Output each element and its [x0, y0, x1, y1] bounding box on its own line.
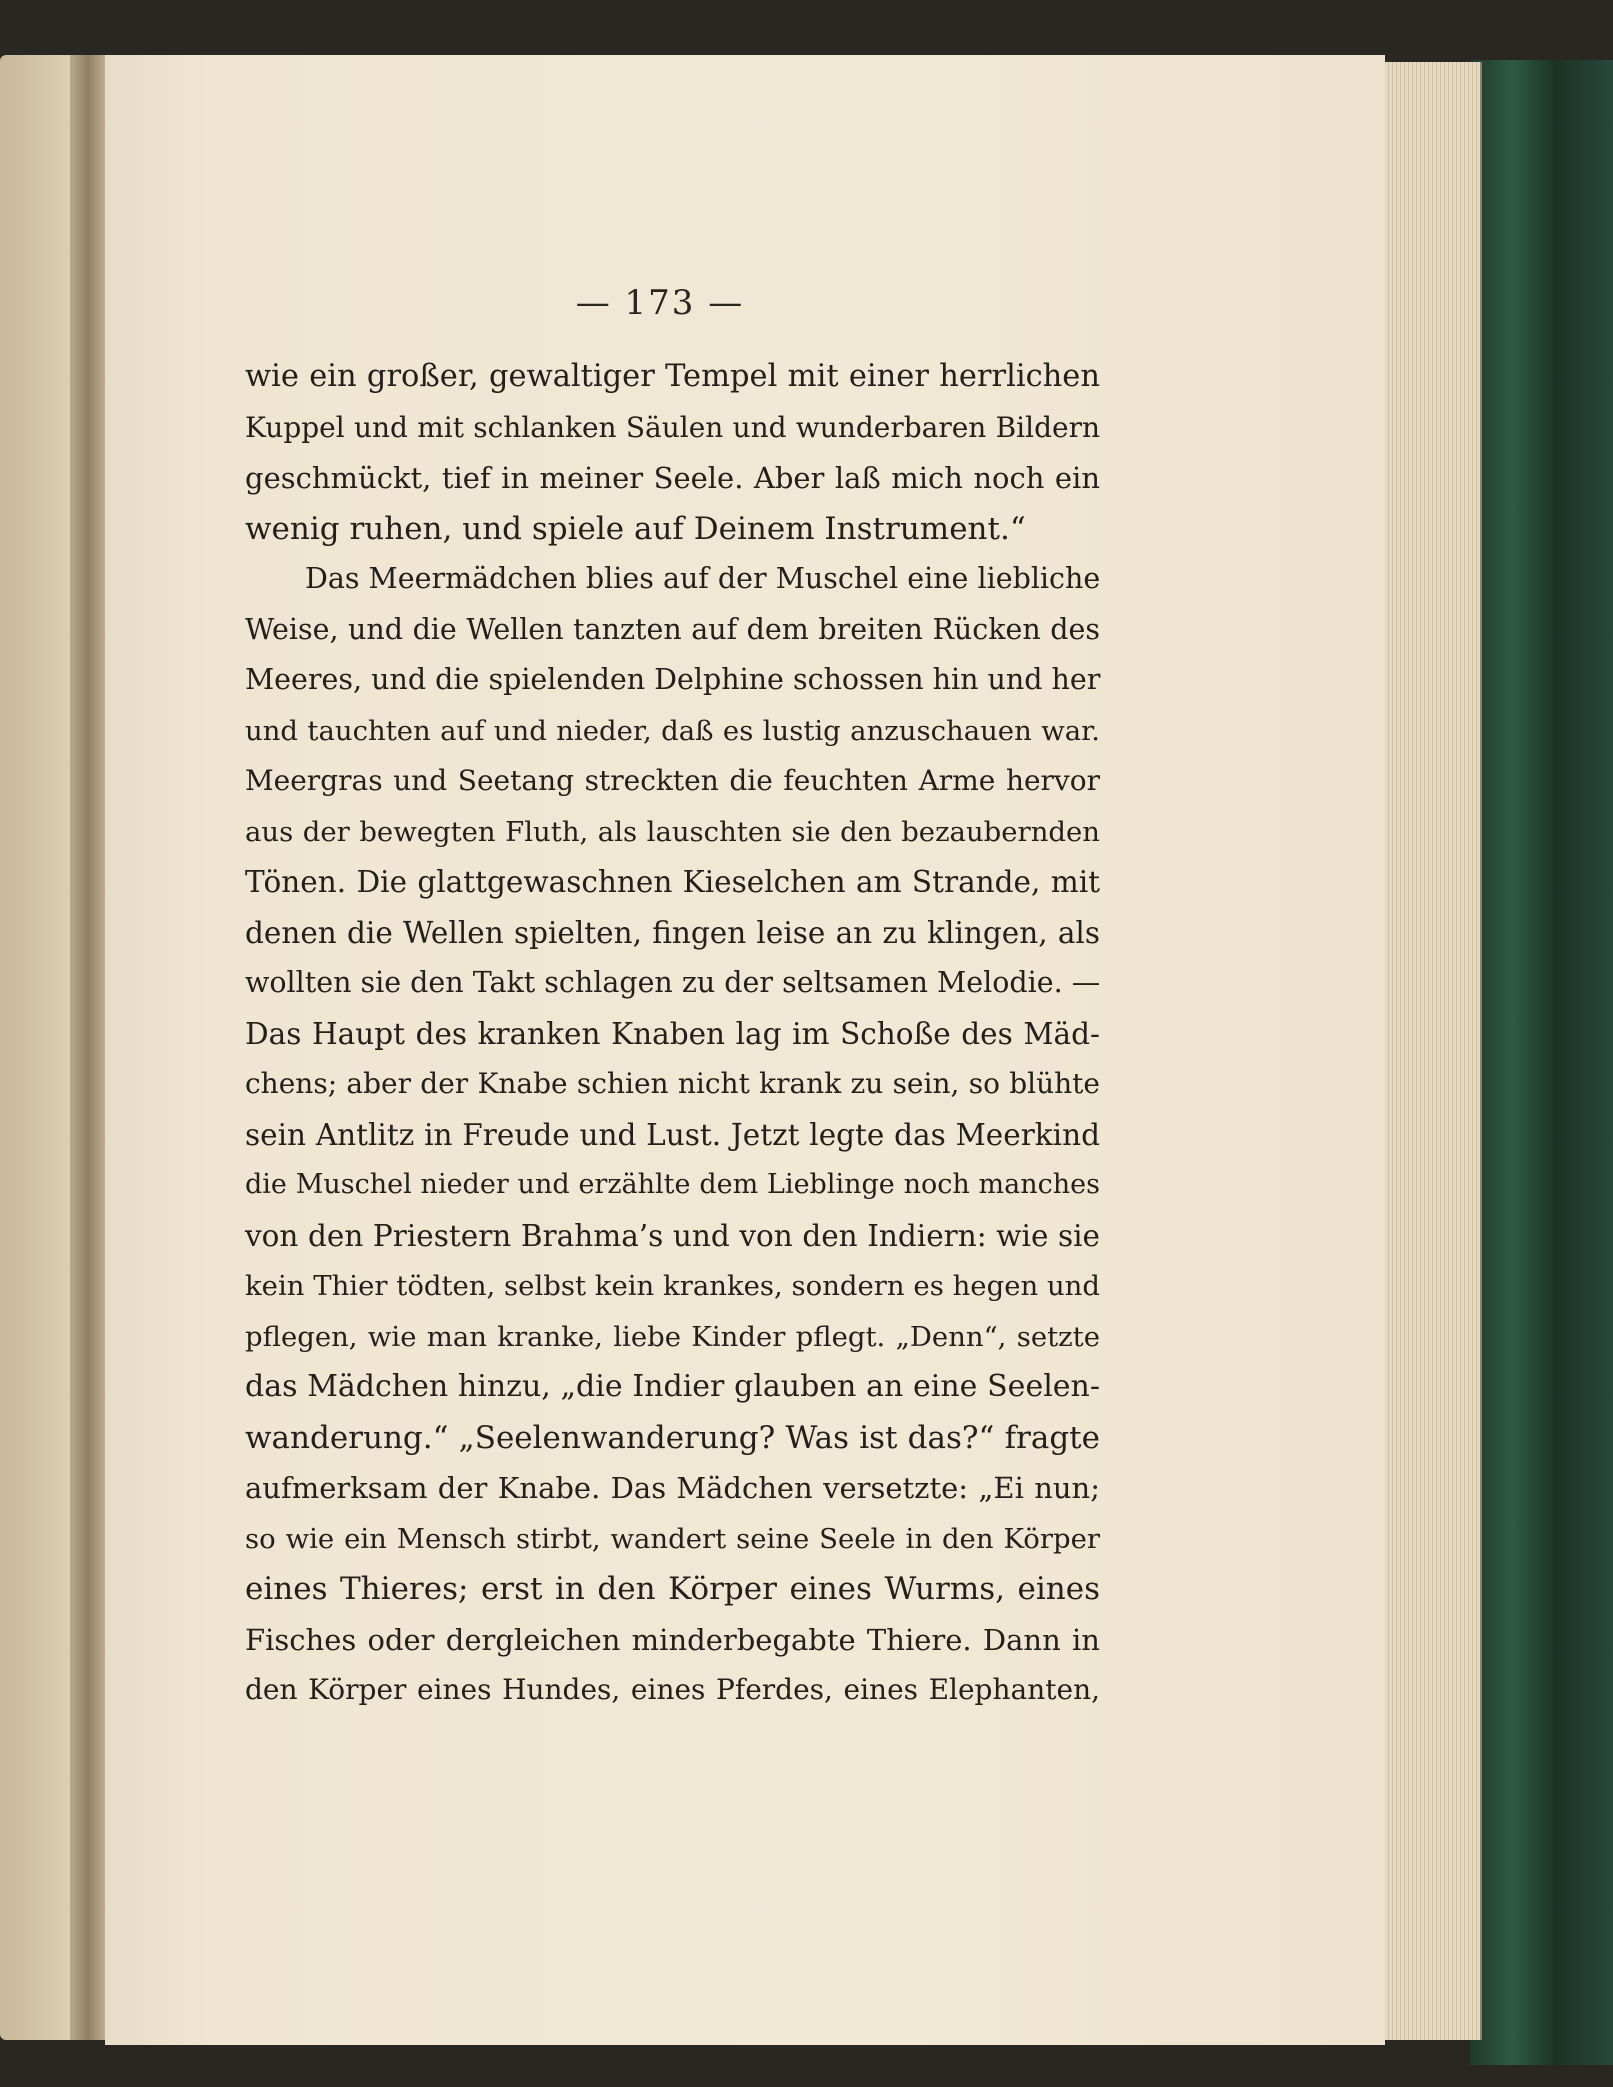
text-line: denen die Wellen spielten, fingen leise an zu klingen, als	[245, 915, 1100, 950]
book-gutter	[70, 55, 110, 2040]
text-line: Das Meermädchen blies auf der Muschel eine liebliche	[305, 562, 1101, 595]
text-line: das Mädchen hinzu, „die Indier glauben an eine Seelen-	[245, 1369, 1100, 1404]
text-line: Meeres, und die spielenden Delphine schossen hin und her	[245, 663, 1101, 696]
text-line: sein Antlitz in Freude und Lust. Jetzt legte das Meerkind	[245, 1117, 1100, 1152]
text-line: von den Priestern Brahma’s und von den Indiern: wie sie	[245, 1218, 1100, 1253]
text-line: Das Haupt des kranken Knaben lag im Schoße des Mäd-	[245, 1016, 1100, 1051]
text-line: aus der bewegten Fluth, als lauschten sie den bezaubernden	[245, 815, 1100, 848]
text-line: Kuppel und mit schlanken Säulen und wunderbaren Bildern	[245, 410, 1100, 444]
text-line: so wie ein Mensch stirbt, wandert seine Seele in den Körper	[245, 1522, 1100, 1555]
text-line: die Muschel nieder und erzählte dem Lieblinge noch manches	[245, 1169, 1100, 1200]
text-line: Meergras und Seetang streckten die feuchten Arme hervor	[245, 764, 1100, 797]
text-line: pflegen, wie man kranke, liebe Kinder pflegt. „Denn“, setzte	[245, 1320, 1100, 1353]
text-line: Weise, und die Wellen tanzten auf dem breiten Rücken des	[245, 612, 1100, 646]
page-body-text	[245, 352, 1100, 1716]
text-line: eines Thieres; erst in den Körper eines Wurms, eines	[245, 1571, 1100, 1607]
page-number-header: — 173 —	[575, 283, 745, 323]
text-line: Tönen. Die glattgewaschnen Kieselchen am Strande, mit	[245, 865, 1100, 899]
text-line: wenig ruhen, und spiele auf Deinem Instrument.“	[245, 510, 1026, 547]
text-line: kein Thier tödten, selbst kein krankes, sondern es hegen und	[245, 1270, 1100, 1302]
text-line: den Körper eines Hundes, eines Pferdes, eines Elephanten,	[245, 1673, 1100, 1706]
text-line: wanderung.“ „Seelenwanderung? Was ist das?“ fragte	[245, 1419, 1100, 1456]
text-line: aufmerksam der Knabe. Das Mädchen versetzte: „Ei nun;	[245, 1471, 1100, 1505]
text-line: geschmückt, tief in meiner Seele. Aber laß mich noch ein	[245, 461, 1100, 495]
book-cover-edge	[1470, 60, 1613, 2065]
text-line: wie ein großer, gewaltiger Tempel mit einer herrlichen	[245, 359, 1100, 394]
text-line: wollten sie den Takt schlagen zu der seltsamen Melodie. —	[245, 966, 1101, 999]
page-stack-edges	[1385, 62, 1482, 2040]
text-line: Fisches oder dergleichen minderbegabte Thiere. Dann in	[245, 1622, 1100, 1657]
text-line: und tauchten auf und nieder, daß es lustig anzuschauen war.	[245, 714, 1100, 747]
text-line: chens; aber der Knabe schien nicht krank zu sein, so blühte	[245, 1067, 1100, 1100]
